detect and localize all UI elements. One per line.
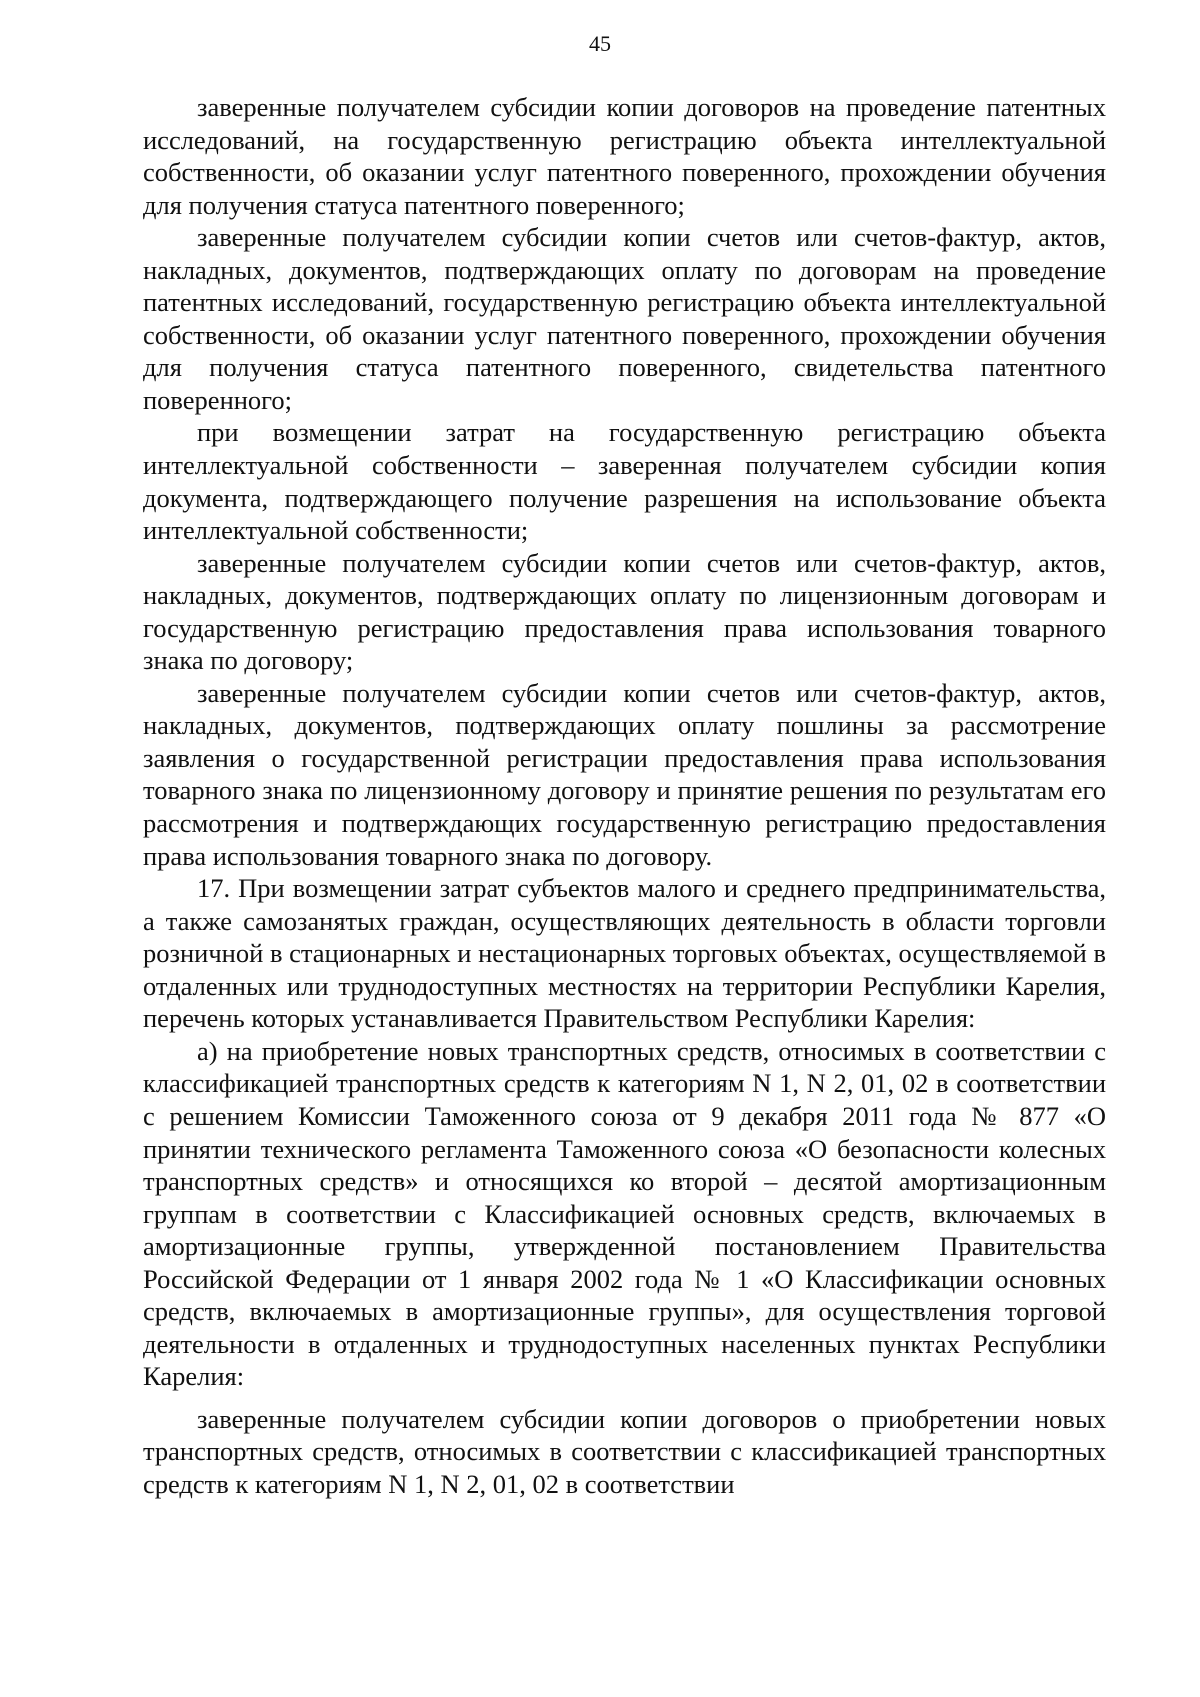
paragraph: заверенные получателем субсидии копии счетов или счетов-фактур, актов, накладных, документов, подтверждающих оплату пошлины за рассмотрение заявления о государственной регистрации предоставления права использования товарного знака по лицензионному договору и принятие решения по результатам его рассмотрения и подтверждающих государственную регистрацию предоставления права использования товарного знака по договору. bbox=[143, 677, 1106, 871]
paragraph: заверенные получателем субсидии копии счетов или счетов-фактур, актов, накладных, документов, подтверждающих оплату по лицензионным договорам и государственную регистрацию предоставления права использования товарного знака по договору; bbox=[143, 547, 1106, 676]
paragraph: заверенные получателем субсидии копии договоров на проведение патентных исследований, на государственную регистрацию объекта интеллектуальной собственности, об оказании услуг патентного поверенного, прохождении обучения для получения статуса патентного поверенного; bbox=[143, 92, 1106, 220]
paragraph: заверенные получателем субсидии копии договоров о приобретении новых транспортных средств, относимых в соответствии с классификацией транспортных средств к категориям N 1, N 2, 01, 02 в соответствии bbox=[143, 1403, 1106, 1499]
document-body bbox=[143, 91, 1106, 1501]
paragraph: при возмещении затрат на государственную регистрацию объекта интеллектуальной собственности – заверенная получателем субсидии копия документа, подтверждающего получение разрешения на использование объекта интеллектуальной собственности; bbox=[143, 417, 1106, 546]
paragraph: заверенные получателем субсидии копии счетов или счетов-фактур, актов, накладных, документов, подтверждающих оплату по договорам на проведение патентных исследований, государственную регистрацию объекта интеллектуальной собственности, об оказании услуг патентного поверенного, прохождении обучения для получения статуса патентного поверенного, свидетельства патентного поверенного; bbox=[143, 222, 1106, 415]
paragraph-17: 17. При возмещении затрат субъектов малого и среднего предпринимательства, а также самозанятых граждан, осуществляющих деятельность в области торговли розничной в стационарных и нестационарных торговых объектах, осуществляемой в отдаленных или труднодоступных местностях на территории Республики Карелия, перечень которых устанавливается Правительством Республики Карелия: bbox=[143, 873, 1106, 1034]
page-number: 45 bbox=[589, 31, 611, 56]
paragraph-17a: а) на приобретение новых транспортных средств, относимых в соответствии с классификацией транспортных средств к категориям N 1, N 2, 01, 02 в соответствии с решением Комиссии Таможенного союза от 9 декабря 2011 года № 877 «О принятии технического регламента Таможенного союза «О безопасности колесных транспортных средств» и относящихся ко второй – десятой амортизационным группам в соответствии с Классификацией основных средств, включаемых в амортизационные группы, утвержденной постановлением Правительства Российской Федерации от 1 января 2002 года № 1 «О Классификации основных средств, включаемых в амортизационные группы», для осуществления торговой деятельности в отдаленных и труднодоступных населенных пунктах Республики Карелия: bbox=[143, 1035, 1106, 1392]
